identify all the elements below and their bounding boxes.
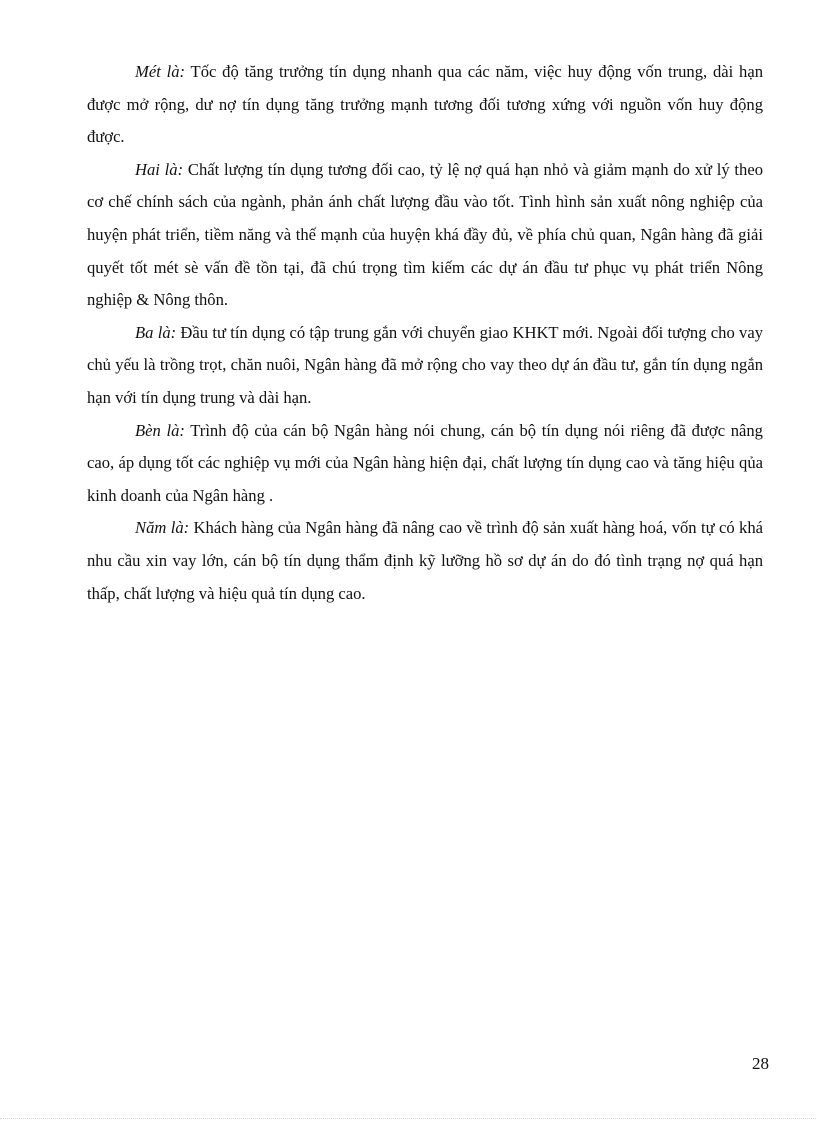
page-bottom-border: [0, 1118, 816, 1119]
paragraph-lead: Mét là:: [135, 62, 186, 81]
paragraph-nam: [87, 512, 763, 610]
paragraph-body: Trình độ của cán bộ Ngân hàng nói chung, cán bộ tín dụng nói riêng đã được nâng cao, áp dụng tốt các nghiệp vụ mới của Ngân hàng hiện đại, chất lượng tín dụng cao và tăng hiệu qủa kinh doanh của Ngân hàng .: [87, 420, 763, 505]
paragraph-lead: Ba là:: [135, 322, 177, 342]
paragraph-body: Đầu tư tín dụng có tập trung gắn với chuyển giao KHKT mới. Ngoài đối tượng cho vay chủ yếu là trồng trọt, chăn nuôi, Ngân hàng đã mở rộng cho vay theo dự án đầu tư, gắn tín dụng ngắn hạn với tín dụng trung và dài hạn.: [87, 322, 763, 407]
paragraph-body: Khách hàng của Ngân hàng đã nâng cao về trình độ sản xuất hàng hoá, vốn tự có khá nhu cầu xin vay lớn, cán bộ tín dụng thẩm định kỹ lưỡng hồ sơ dự án do đó tình trạng nợ quá hạn thấp, chất lượng và hiệu quả tín dụng cao.: [87, 518, 763, 603]
paragraph-bon: [87, 415, 763, 513]
page-number: 28: [752, 1054, 769, 1073]
paragraph-lead: Năm là:: [135, 518, 190, 538]
body-text: [87, 56, 763, 610]
paragraph-lead: Hai là:: [135, 159, 184, 179]
paragraph-hai: [87, 154, 763, 317]
paragraph-mot: [87, 56, 763, 154]
paragraph-ba: [87, 317, 763, 415]
paragraph-lead: Bèn là:: [135, 420, 185, 440]
paragraph-body: Chất lượng tín dụng tương đối cao, tỷ lệ nợ quá hạn nhỏ và giảm mạnh do xử lý theo cơ chế chính sách của ngành, phản ánh chất lượng đầu vào tốt. Tình hình sản xuất nông nghiệp của huyện phát triển, tiềm năng và thế mạnh của huyện khá đầy đủ, về phía chủ quan, Ngân hàng đã giải quyết tốt mét sè vấn đề tồn tại, đã chú trọng tìm kiếm các dự án đầu tư phục vụ phát triển Nông nghiệp & Nông thôn.: [87, 159, 763, 310]
paragraph-body: Tốc độ tăng trưởng tín dụng nhanh qua các năm, việc huy động vốn trung, dài hạn được mở rộng, dư nợ tín dụng tăng trưởng mạnh tương đối tương xứng với nguồn vốn huy động được.: [87, 62, 763, 147]
